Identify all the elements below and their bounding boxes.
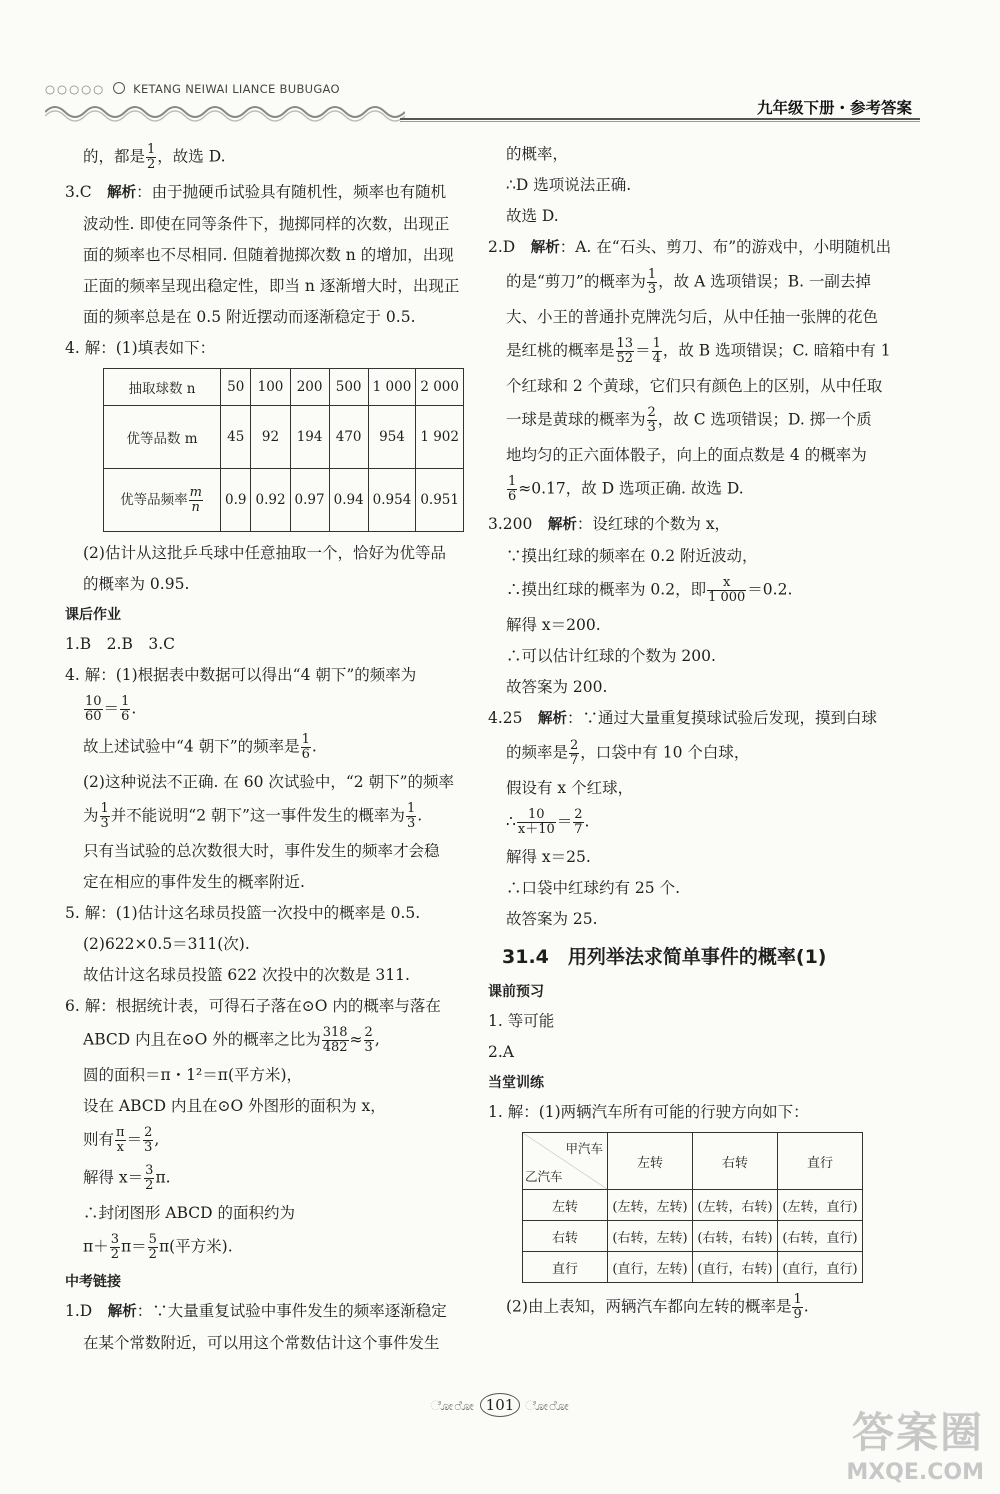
ornament-right-icon: ೋ೦ೋ [525,1399,570,1414]
text-line: 故选 D. [506,207,559,225]
text-line: ∴口袋中红球约有 25 个. [506,879,681,897]
text-line: 定在相应的事件发生的概率附近. [83,873,305,891]
table-row: 优等品频率 $\frac{m}{n}$ 0.9 0.92 0.97 0.94 0.954 0.951 [104,469,464,532]
page-subtitle: 九年级下册・参考答案 [756,99,912,117]
wave-ornament-icon [45,100,405,124]
text-line: 4. 解：(1)根据表中数据可以得出“4 朝下”的频率为 [65,666,417,684]
text-line: 波动性. 即使在同等条件下，抛掷同样的次数，出现正 [83,215,450,233]
text-line: 面的频率也不尽相同. 但随着抛掷次数 n 的增加，出现 [83,246,454,264]
text-line: 故上述试验中“4 朝下”的频率是 $\frac{1}{6}$ . [83,732,317,762]
right-column [488,143,893,1331]
text-line: 个红球和 2 个黄球，它们只有颜色上的区别，从中任取 [506,377,883,395]
direction-table [522,1132,863,1283]
fraction: $\frac{1}{2}$ [147,142,156,172]
table-row: 右转 (右转，左转) (右转，右转) (右转，直行) [523,1221,863,1252]
text-line: ∴摸出红球的概率为 0.2，即 $\frac{x}{1 000}$ ＝0.2. [506,575,793,605]
text-line: 设在 ABCD 内且在⊙O 外图形的面积为 x， [83,1097,386,1115]
text-line: 在某个常数附近，可以用这个常数估计这个事件发生 [83,1334,440,1352]
table-row: 抽取球数 n 50 100 200 500 1 000 2 000 [104,369,464,406]
text-line: 解得 x＝ $\frac{3}{2}$ π. [83,1163,171,1193]
text-line: 故估计这名球员投篮 622 次投中的次数是 311. [83,966,410,984]
text-line: 大、小王的普通扑克牌洗匀后，从中任抽一张牌的花色 [506,308,879,326]
text-line: ∴封闭图形 ABCD 的面积约为 [83,1204,296,1222]
text-line: 故答案为 200. [506,678,608,696]
text-line: 的是“剪刀”的概率为 $\frac{1}{3}$ ，故 A 选项错误；B. 一副去掉 [506,267,871,297]
text-line: 是红桃的概率是 $\frac{13}{52}$ ＝ $\frac{1}{4}$ ，故 B 选项错误；C. 暗箱中有 1 [506,336,891,366]
text-line: 1. 解：(1)两辆汽车所有可能的行驶方向如下： [488,1103,809,1121]
table-row: 甲汽车 乙汽车 左转 右转 直行 [523,1133,863,1190]
text-line: 面的频率总是在 0.5 附近摆动而逐渐稳定于 0.5. [83,308,416,326]
text-line: $\frac{1}{6}$ ≈0.17，故 D 选项正确. 故选 D. [508,474,744,504]
watermark: 答案圈 MXQE.COM [846,1408,984,1485]
text-line: $\frac{10}{60}$ ＝ $\frac{1}{6}$ . [85,694,137,724]
answer-4: 4. 解：(1)填表如下： [65,339,216,357]
text-line: 为 $\frac{1}{3}$ 并不能说明“2 朝下”这一事件发生的概率为 $\frac{1}{3}$ . [83,801,423,831]
text-line: ∴ $\frac{10}{x+10}$ ＝ $\frac{2}{7}$ . [506,807,590,837]
text-line: 6. 解：根据统计表，可得石子落在⊙O 内的概率与落在 [65,997,441,1015]
brand-text: KETANG NEIWAI LIANCE BUBUGAO [133,82,340,96]
table-row: 左转 (左转，左转) (左转，右转) (左转，直行) [523,1190,863,1221]
brand-dots: ○○○○○ [45,82,106,96]
text-line: 的，都是 $\frac{1}{2}$ ，故选 D. [83,142,226,172]
text-line: ∴D 选项说法正确. [506,176,632,194]
page-header [0,0,1000,130]
text-line: 4.25 解析：∵通过大量重复摸球试验后发现，摸到白球 [488,709,878,727]
text-line: 一球是黄球的概率为 $\frac{2}{3}$ ，故 C 选项错误；D. 掷一个质 [506,405,872,435]
text-line: 正面的频率呈现出稳定性，即当 n 逐渐增大时，出现正 [83,277,460,295]
text-line: 解得 x＝25. [506,848,591,866]
text-line: π＋ $\frac{3}{2}$ π＝ $\frac{5}{2}$ π(平方米). [83,1232,233,1262]
text-line: 的频率是 $\frac{2}{7}$ ，口袋中有 10 个白球， [506,738,750,768]
text-line: (2)估计从这批乒乓球中任意抽取一个，恰好为优等品 [83,544,446,562]
frequency-table [103,368,464,532]
header-rule-thin [400,121,920,122]
section-heading: 中考链接 [65,1274,121,1290]
text-line: 的概率， [506,145,569,163]
section-heading: 当堂训练 [488,1075,544,1091]
text-line: (2)由上表知，两辆汽车都向左转的概率是 $\frac{1}{9}$ . [506,1292,809,1322]
text-line: 假设有 x 个红球， [506,779,634,797]
section-heading: 课后作业 [65,607,121,623]
text-line: (2)这种说法不正确. 在 60 次试验中，“2 朝下”的频率 [83,773,455,791]
text-line: 1.D 解析：∵大量重复试验中事件发生的频率逐渐稳定 [65,1302,447,1320]
text-line: 解得 x＝200. [506,616,601,634]
text-line: 故答案为 25. [506,910,598,928]
text-line: 地均匀的正六面体骰子，向上的面点数是 4 的概率为 [506,446,867,464]
table-row: 直行 (直行，左转) (直行，右转) (直行，直行) [523,1252,863,1283]
text-line: 2.A [488,1043,514,1061]
text-line: (2)622×0.5＝311(次). [83,935,250,953]
logo-icon [113,82,125,94]
section-title: 31.4 用列举法求简单事件的概率(1) [502,946,827,968]
text-line: 2.D 解析：A. 在“石头、剪刀、布”的游戏中，小明随机出 [488,238,892,256]
table-row: 优等品数 m 45 92 194 470 954 1 902 [104,406,464,469]
text-line: 的概率为 0.95. [83,575,190,593]
text-line: 1. 等可能 [488,1012,555,1030]
text-line: ∴可以估计红球的个数为 200. [506,647,716,665]
header-rule [400,118,920,120]
text-line: ∵摸出红球的频率在 0.2 附近波动， [506,547,758,565]
page-number: ೋ೦ೋ 101 ೋ೦ೋ [430,1396,570,1414]
table-corner: 甲汽车 乙汽车 [523,1133,608,1190]
text-line: 5. 解：(1)估计这名球员投篮一次投中的概率是 0.5. [65,904,421,922]
text-line: 1.B 2.B 3.C [65,635,176,653]
text-line: ABCD 内且在⊙O 外的概率之比为 $\frac{318}{482}$ ≈ $\frac{2}{3}$ , [83,1025,380,1055]
text-line: 圆的面积＝π・1²＝π(平方米)， [83,1066,303,1084]
section-heading: 课前预习 [488,984,544,1000]
brand-line [45,82,340,96]
text-line: 只有当试验的总次数很大时，事件发生的频率才会稳 [83,842,440,860]
ornament-left-icon: ೋ೦ೋ [430,1399,475,1414]
text-line: 则有 $\frac{\pi}{x}$ ＝ $\frac{2}{3}$ , [83,1125,160,1155]
answer-3: 3.C 解析：由于抛硬币试验具有随机性，频率也有随机 [65,183,447,201]
left-column [65,143,470,1363]
text-line: 3.200 解析：设红球的个数为 x， [488,515,731,533]
